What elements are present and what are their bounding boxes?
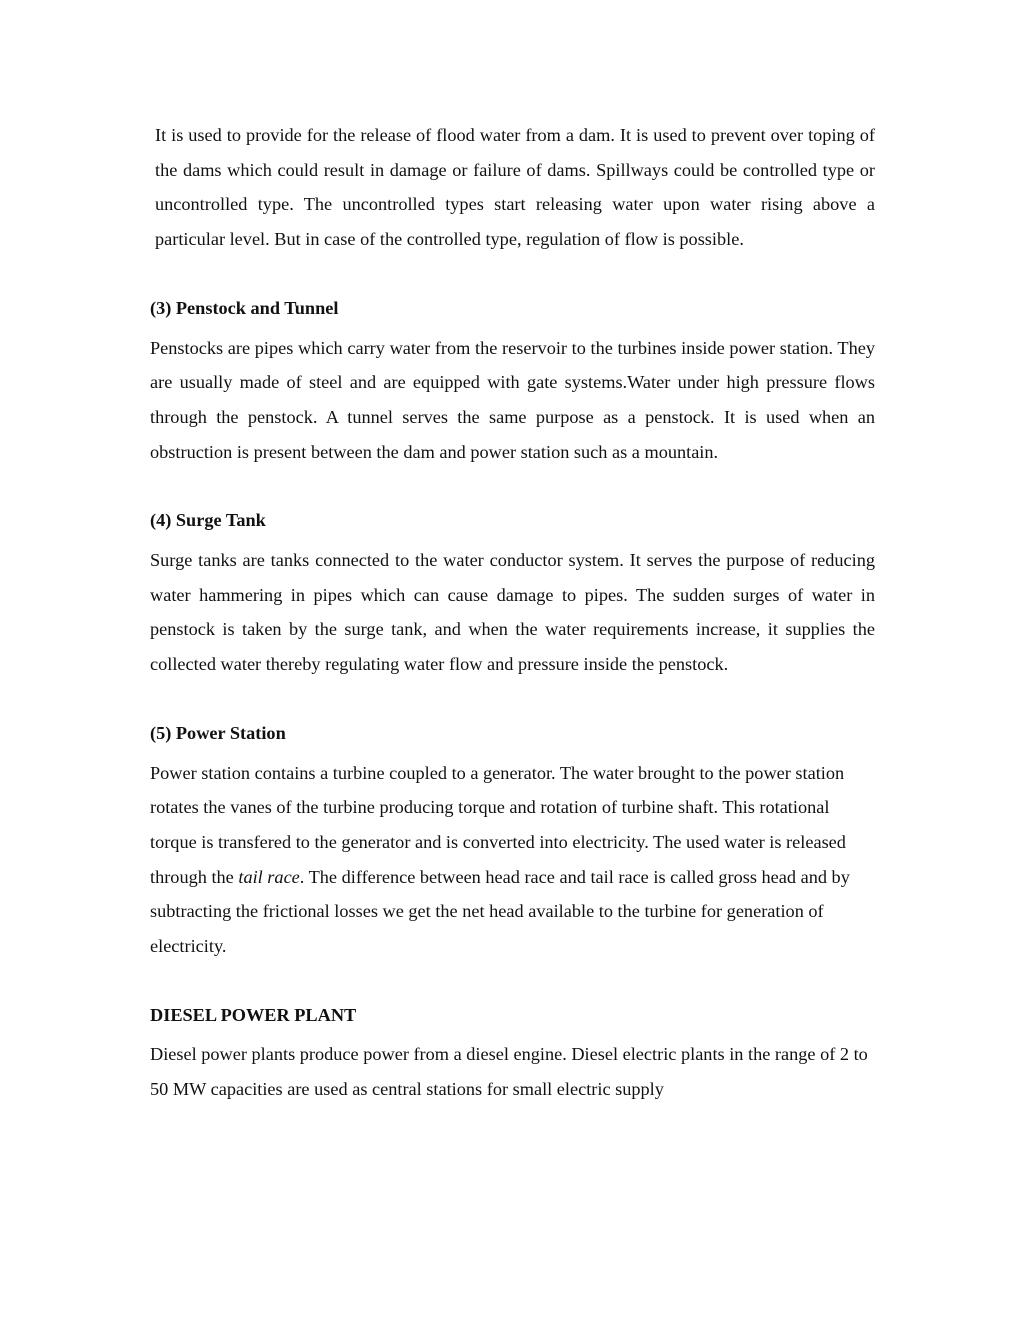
tail-race-term: tail race <box>238 866 300 887</box>
power-station-text-end: . The difference between head race and tail race is called gross head and by subtracting the frictional losses we get the net head available to the turbine for generation of electricity. <box>150 866 850 957</box>
power-station-text-start: Power station contains a turbine coupled to a generator. The water brought to the power station rotates the vanes of the turbine producing torque and rotation of turbine shaft. This rotational torque is transfered to the generator and is converted into electricity. The used water is released through the <box>150 762 846 887</box>
spacer <box>150 682 875 716</box>
spillway-paragraph: It is used to provide for the release of flood water from a dam. It is used to prevent over toping of the dams which could result in damage or failure of dams. Spillways could be controlled type or uncontrolled type. The uncontrolled types start releasing water upon water rising above a particular level. But in case of the controlled type, regulation of flow is possible. <box>155 125 875 250</box>
penstock-heading: (3) Penstock and Tunnel <box>150 297 339 318</box>
spacer <box>150 257 875 291</box>
spacer <box>150 469 875 503</box>
surge-tank-heading: (4) Surge Tank <box>150 510 266 531</box>
power-station-heading: (5) Power Station <box>150 722 286 743</box>
spacer <box>150 964 875 998</box>
surge-tank-paragraph: Surge tanks are tanks connected to the water conductor system. It serves the purpose of reducing water hammering in pipes which can cause damage to pipes. The sudden surges of water in penstock is taken by the surge tank, and when the water requirements increase, it supplies the collected water thereby regulating water flow and pressure inside the penstock. <box>150 550 875 675</box>
document-page <box>150 118 875 1107</box>
power-station-paragraph <box>150 756 875 964</box>
penstock-paragraph: Penstocks are pipes which carry water from the reservoir to the turbines inside power station. They are usually made of steel and are equipped with gate systems.Water under high pressure flows through the penstock. A tunnel serves the same purpose as a penstock. It is used when an obstruction is present between the dam and power station such as a mountain. <box>150 337 875 462</box>
diesel-paragraph: Diesel power plants produce power from a diesel engine. Diesel electric plants in the range of 2 to 50 MW capacities are used as central stations for small electric supply <box>150 1044 868 1100</box>
diesel-heading: DIESEL POWER PLANT <box>150 1004 357 1025</box>
